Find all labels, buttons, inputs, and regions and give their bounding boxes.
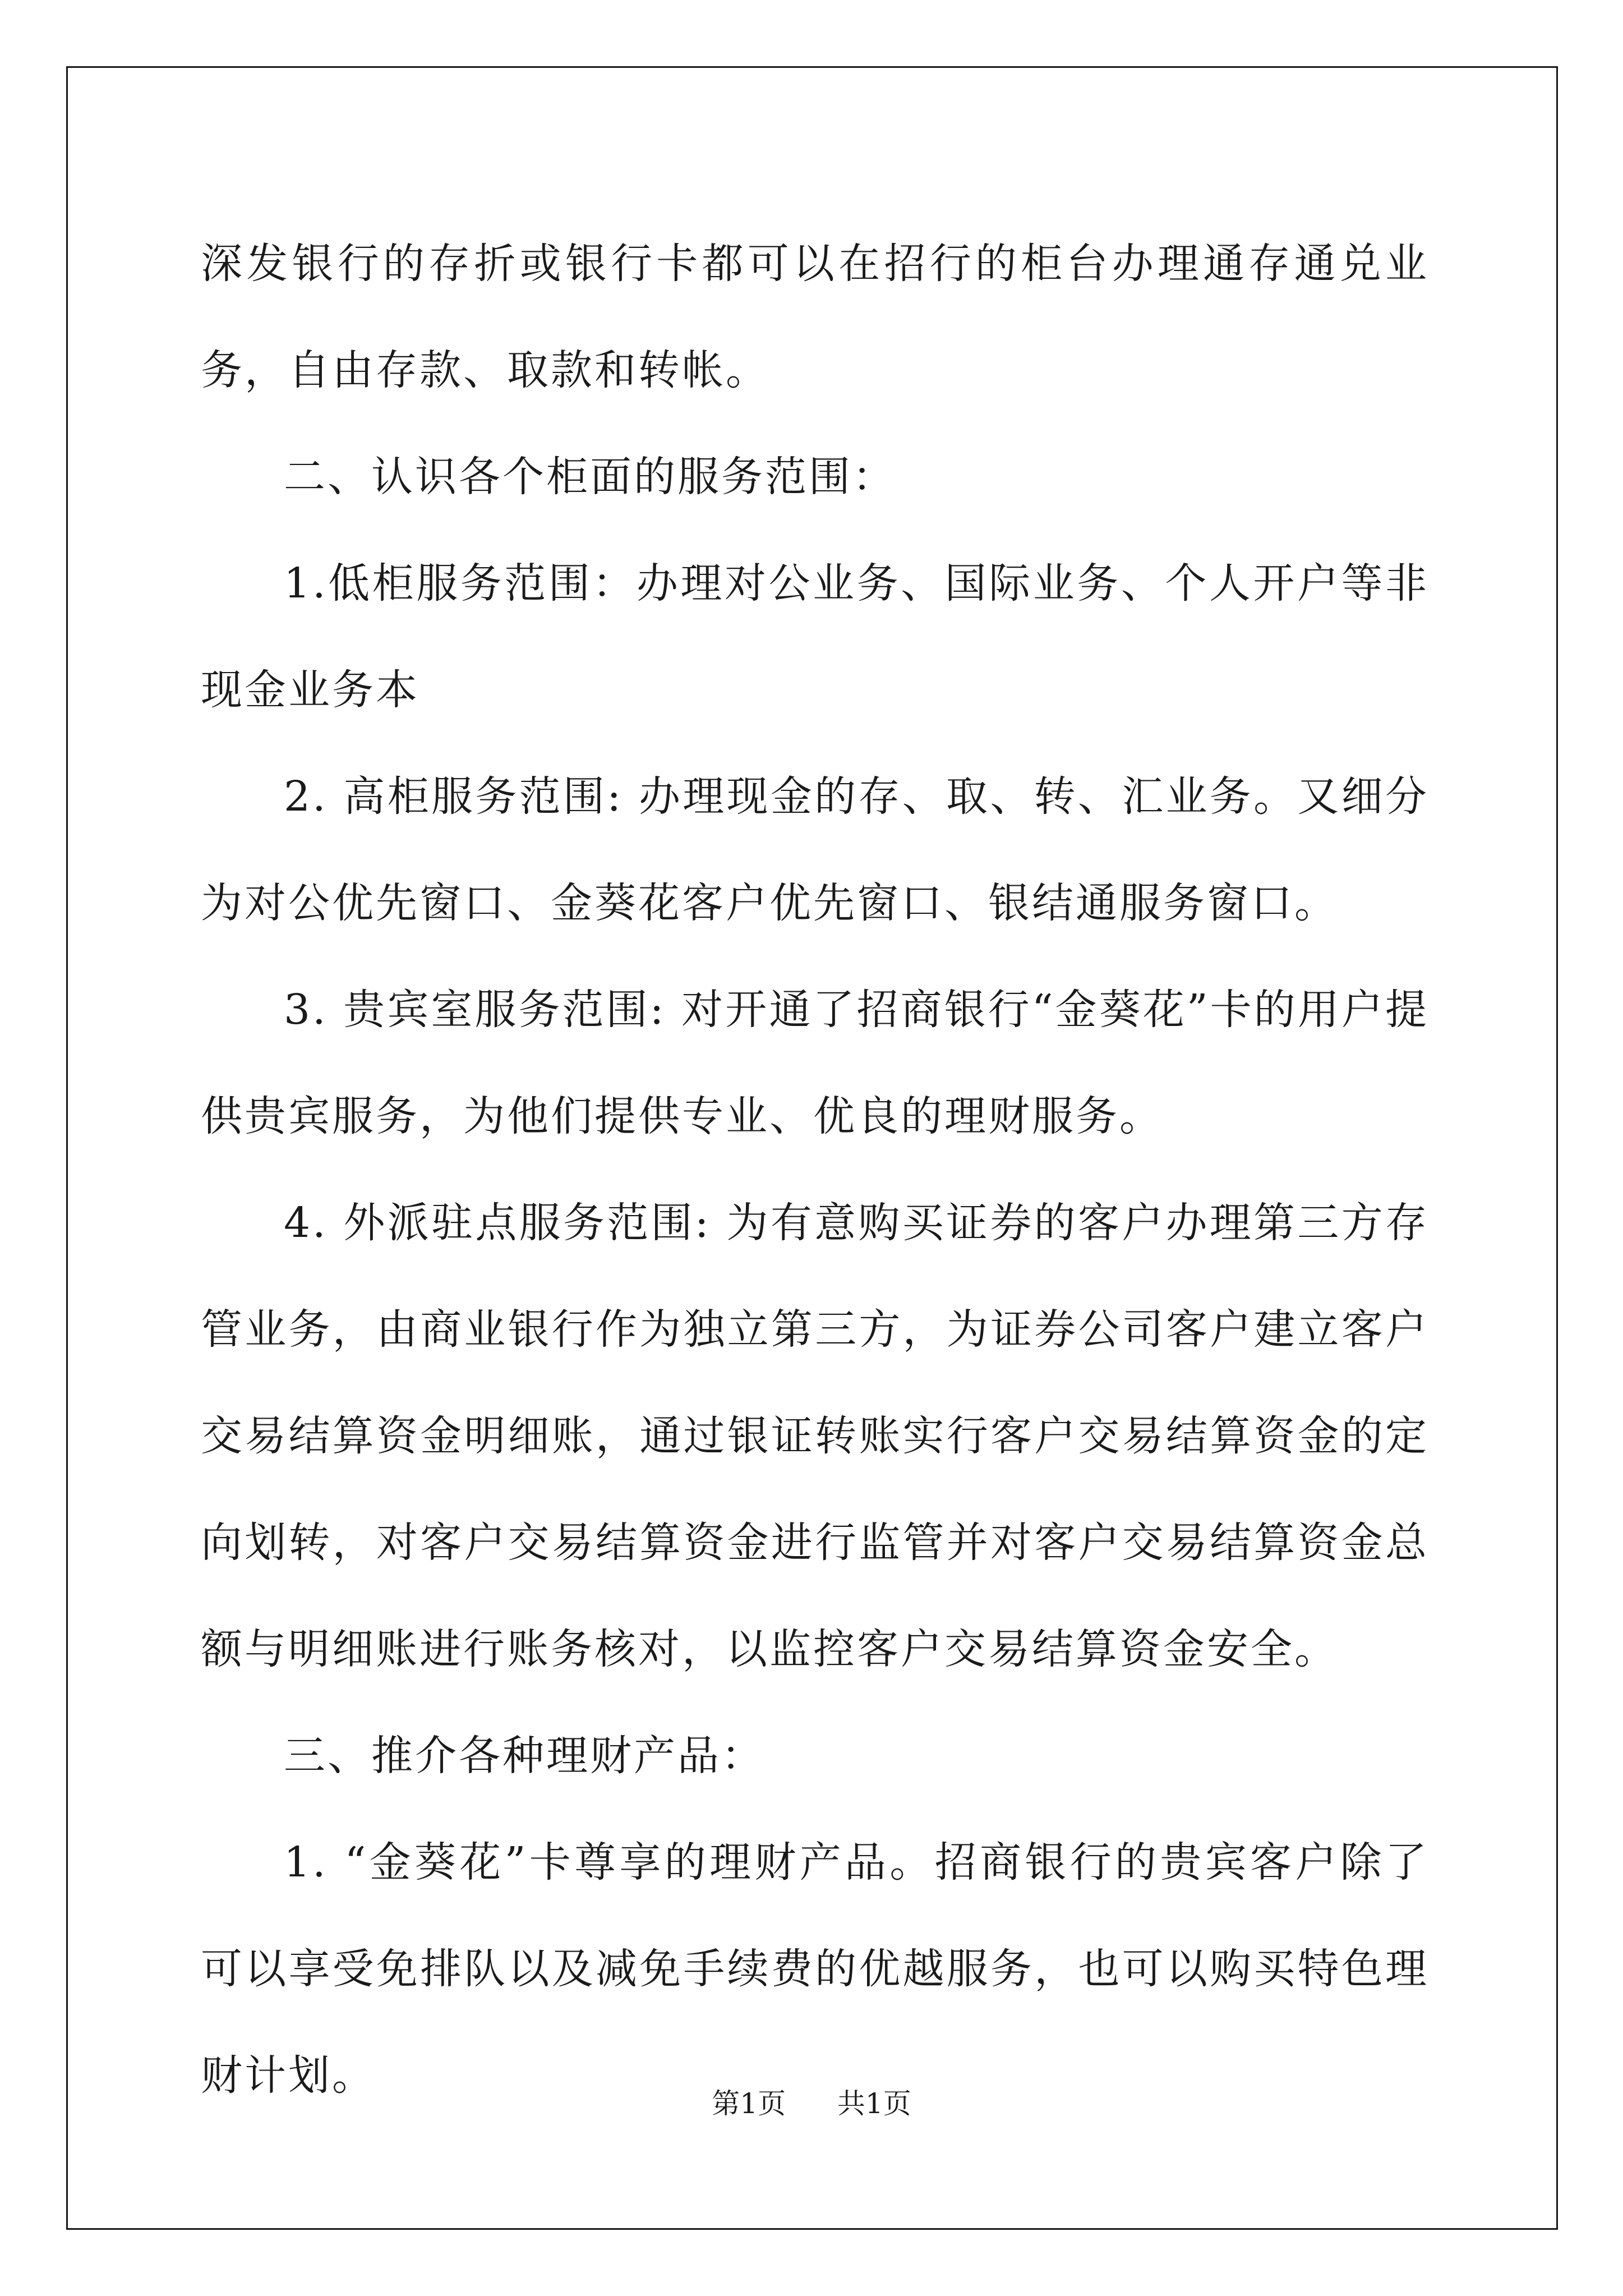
- paragraph-3: 1.低柜服务范围：办理对公业务、国际业务、个人开户等非现金业务本: [201, 559, 1429, 714]
- paragraph-2: 二、认识各个柜面的服务范围：: [284, 453, 896, 501]
- paragraph-4: 2. 高柜服务范围: 办理现金的存、取、转、汇业务。又细分为对公优先窗口、金葵花客户优先窗口、银结通服务窗口。: [201, 772, 1429, 927]
- paragraph-7: 三、推介各种理财产品：: [284, 1732, 765, 1780]
- paragraph-5: 3. 贵宾室服务范围: 对开通了招商银行“金葵花”卡的用户提供贵宾服务，为他们提供专业、优良的理财服务。: [201, 986, 1429, 1140]
- document-body: [201, 210, 1429, 2129]
- paragraph-6: 4. 外派驻点服务范围: 为有意购买证券的客户办理第三方存管业务，由商业银行作为独立第三方，为证券公司客户建立客户交易结算资金明细账，通过银证转账实行客户交易结算资金的定向划转，对客户交易结算资金进行监管并对客户交易结算资金总额与明细账进行账务核对，以监控客户交易结算资金安全。: [201, 1199, 1429, 1673]
- page-footer: [0, 2081, 1623, 2122]
- page-total: 共1页: [837, 2087, 911, 2120]
- page-number: 第1页: [712, 2087, 786, 2120]
- paragraph-1: 深发银行的存折或银行卡都可以在招行的柜台办理通存通兑业务，自由存款、取款和转帐。: [201, 240, 1429, 394]
- paragraph-8: 1. “金葵花”卡尊享的理财产品。招商银行的贵宾客户除了可以享受免排队以及减免手续费的优越服务，也可以购买特色理财计划。: [201, 1838, 1429, 2100]
